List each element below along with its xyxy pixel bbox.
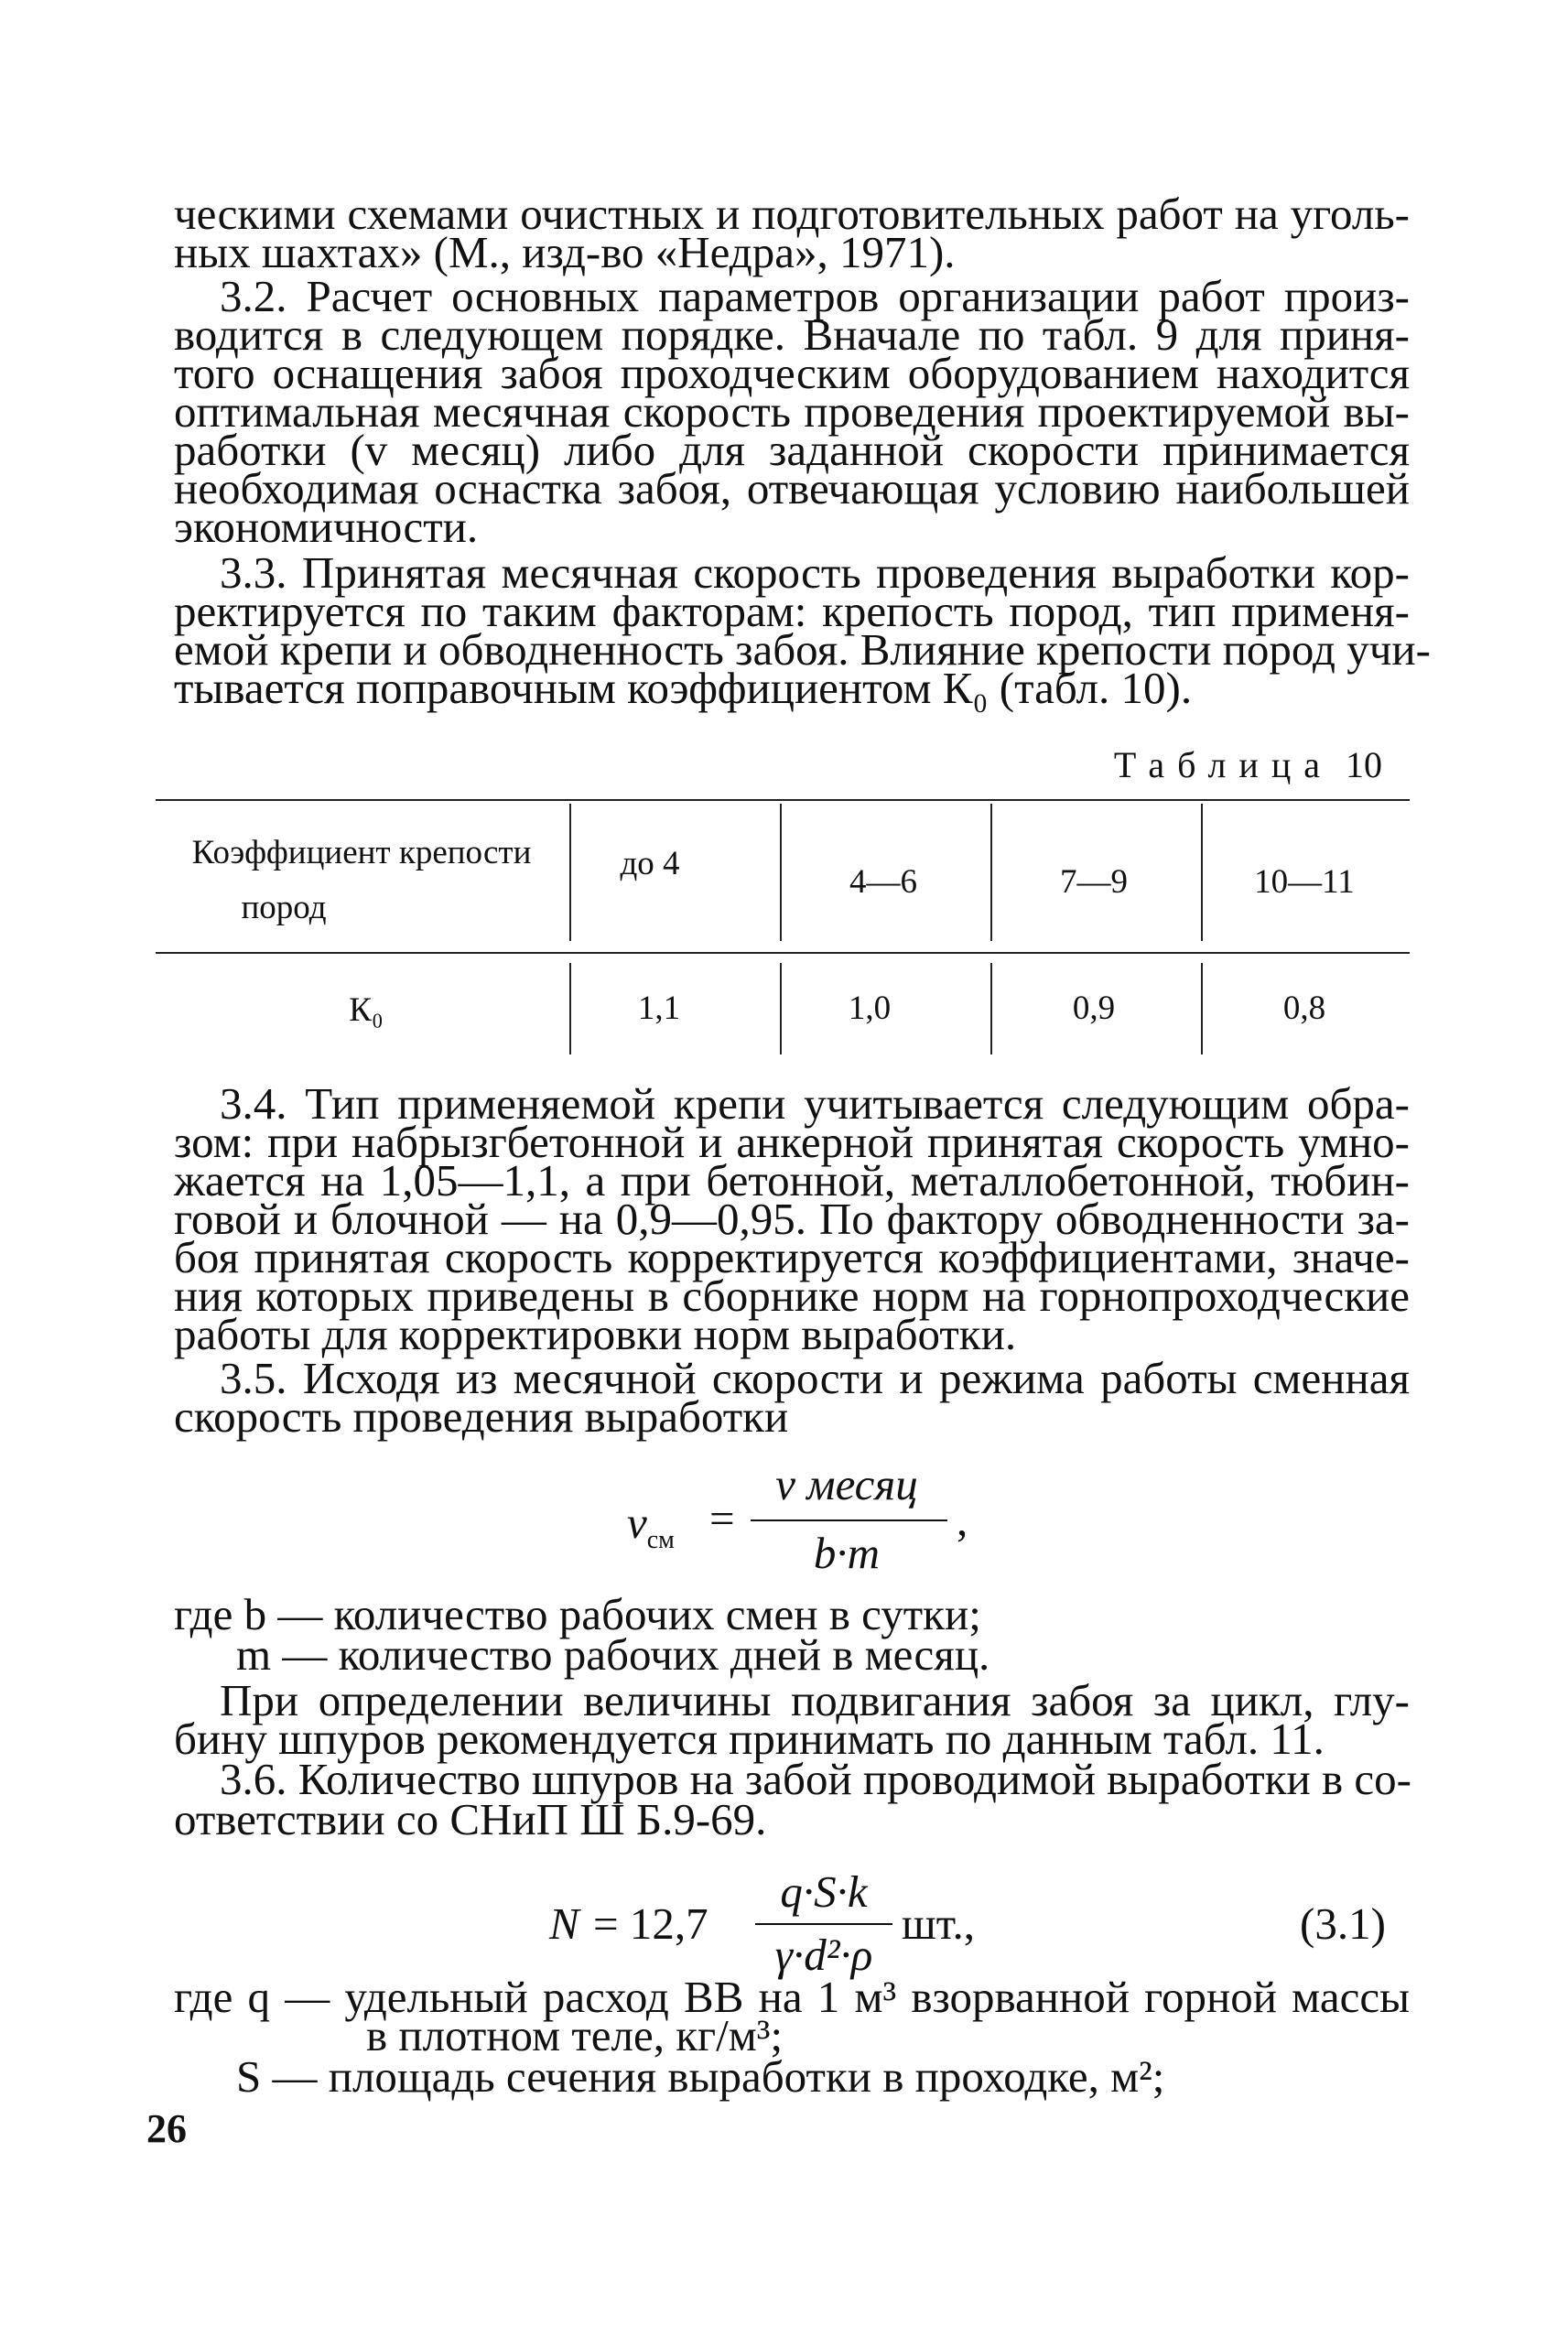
text-line: того оснащения забоя проходческим оборудованием находится — [174, 348, 1410, 398]
text-line: 3.2. Расчет основных параметров организации работ произ- — [220, 271, 1410, 321]
table-divider — [569, 963, 571, 1054]
formula-denominator: γ·d²·ρ — [774, 1930, 873, 1980]
text-line: S — площадь сечения выработки в проходке, м²; — [236, 2051, 1165, 2102]
table-header-cell: 10—11 — [1254, 863, 1355, 901]
text-line: экономичности. — [174, 502, 479, 552]
text-line: говой и блочной — на 0,9—0,95. По фактору обводненности за- — [174, 1194, 1410, 1244]
table-divider — [990, 804, 992, 941]
table-row-label: К₀ — [349, 991, 384, 1029]
text-line: 3.5. Исходя из месячной скорости и режима работы сменная — [220, 1353, 1410, 1403]
text-line: зом: при набрызгбетонной и анкерной принятая скорость умно- — [174, 1117, 1410, 1167]
table-header-label: пород — [241, 889, 327, 926]
table-caption-number: 10 — [1346, 744, 1382, 785]
table-header-cell: до 4 — [620, 845, 680, 882]
formula-denominator: b·m — [813, 1528, 881, 1578]
text-line: оптимальная месячная скорость проведения проектируемой вы- — [174, 386, 1410, 437]
text-line: ректируется по таким факторам: крепость пород, тип применя- — [174, 586, 1410, 636]
table-top-rule — [156, 799, 1410, 801]
fraction-bar — [751, 1519, 947, 1521]
table-divider — [1201, 804, 1203, 941]
table-header-label: Коэффициент крепости — [191, 834, 532, 871]
text-line: емой крепи и обводненность забоя. Влияние крепости пород учи- — [174, 624, 1431, 675]
text-line: работы для корректировки норм выработки. — [174, 1309, 1017, 1359]
text-line: тывается поправочным коэффициентом К₀ (табл. 10). — [174, 663, 1193, 713]
page-number: 26 — [146, 2106, 187, 2151]
table-caption — [1114, 741, 1382, 789]
table-header-cell: 7—9 — [1060, 863, 1128, 901]
table-cell: 1,1 — [637, 989, 681, 1027]
table-divider — [780, 963, 782, 1054]
text-line: 3.4. Тип применяемой крепи учитывается следующим обра- — [220, 1078, 1410, 1129]
text-line: 3.3. Принятая месячная скорость проведения выработки кор- — [220, 547, 1410, 598]
text-line: 3.6. Количество шпуров на забой проводимой выработки в со- — [220, 1754, 1411, 1804]
text-line: жается на 1,05—1,1, а при бетонной, металлобетонной, тюбин- — [174, 1155, 1410, 1206]
table-divider — [569, 804, 571, 941]
formula-lhs: $v_{см}$ — [627, 1498, 675, 1554]
formula-numerator: q·S·k — [780, 1866, 868, 1917]
text-line: ответствии со СНиП Ш Б.9-69. — [174, 1794, 767, 1844]
text-line: водится в следующем порядке. Вначале по табл. 9 для приня- — [174, 309, 1410, 360]
table-header-rule — [156, 952, 1410, 954]
text-line: работки (v месяц) либо для заданной скорости принимается — [174, 425, 1410, 475]
table-caption-word: Таблица — [1113, 744, 1333, 785]
text-line: необходимая оснастка забоя, отвечающая условию наибольшей — [174, 463, 1410, 514]
formula-number: (3.1) — [1300, 1898, 1386, 1949]
text-line: бину шпуров рекомендуется принимать по данным табл. 11. — [174, 1714, 1325, 1764]
table-divider — [1201, 963, 1203, 1054]
text-line: ных шахтах» (М., изд-во «Недра», 1971). — [174, 227, 956, 277]
table-cell: 0,8 — [1282, 989, 1326, 1027]
text-line: ческими схемами очистных и подготовительных работ на уголь- — [174, 189, 1410, 239]
table-cell: 0,9 — [1072, 989, 1116, 1027]
text-line: где q — удельный расход ВВ на 1 м³ взорванной горной массы — [174, 1972, 1410, 2022]
table-header-cell: 4—6 — [849, 863, 917, 901]
text-line: в плотном теле, кг/м³; — [366, 2010, 784, 2060]
formula-numerator: v месяц — [775, 1459, 918, 1509]
formula-trail: , — [957, 1495, 968, 1545]
text-line: При определении величины подвигания забоя за цикл, глу- — [220, 1675, 1410, 1725]
table-divider — [990, 963, 992, 1054]
formula-eq: = — [709, 1493, 735, 1543]
table-divider — [780, 804, 782, 941]
formula-unit: шт., — [902, 1898, 975, 1949]
formula-eq: = 12,7 — [593, 1898, 708, 1949]
text-line: где b — количество рабочих смен в сутки; — [174, 1589, 981, 1639]
text-line: скорость проведения выработки — [174, 1391, 789, 1442]
text-line: m — количество рабочих дней в месяц. — [236, 1629, 990, 1680]
text-line: боя принятая скорость корректируется коэффициентами, значе- — [174, 1232, 1410, 1282]
formula-lhs: N — [549, 1898, 579, 1949]
table-cell: 1,0 — [848, 989, 892, 1027]
fraction-bar — [755, 1923, 892, 1925]
text-line: ния которых приведены в сборнике норм на горнопроходческие — [174, 1271, 1410, 1321]
